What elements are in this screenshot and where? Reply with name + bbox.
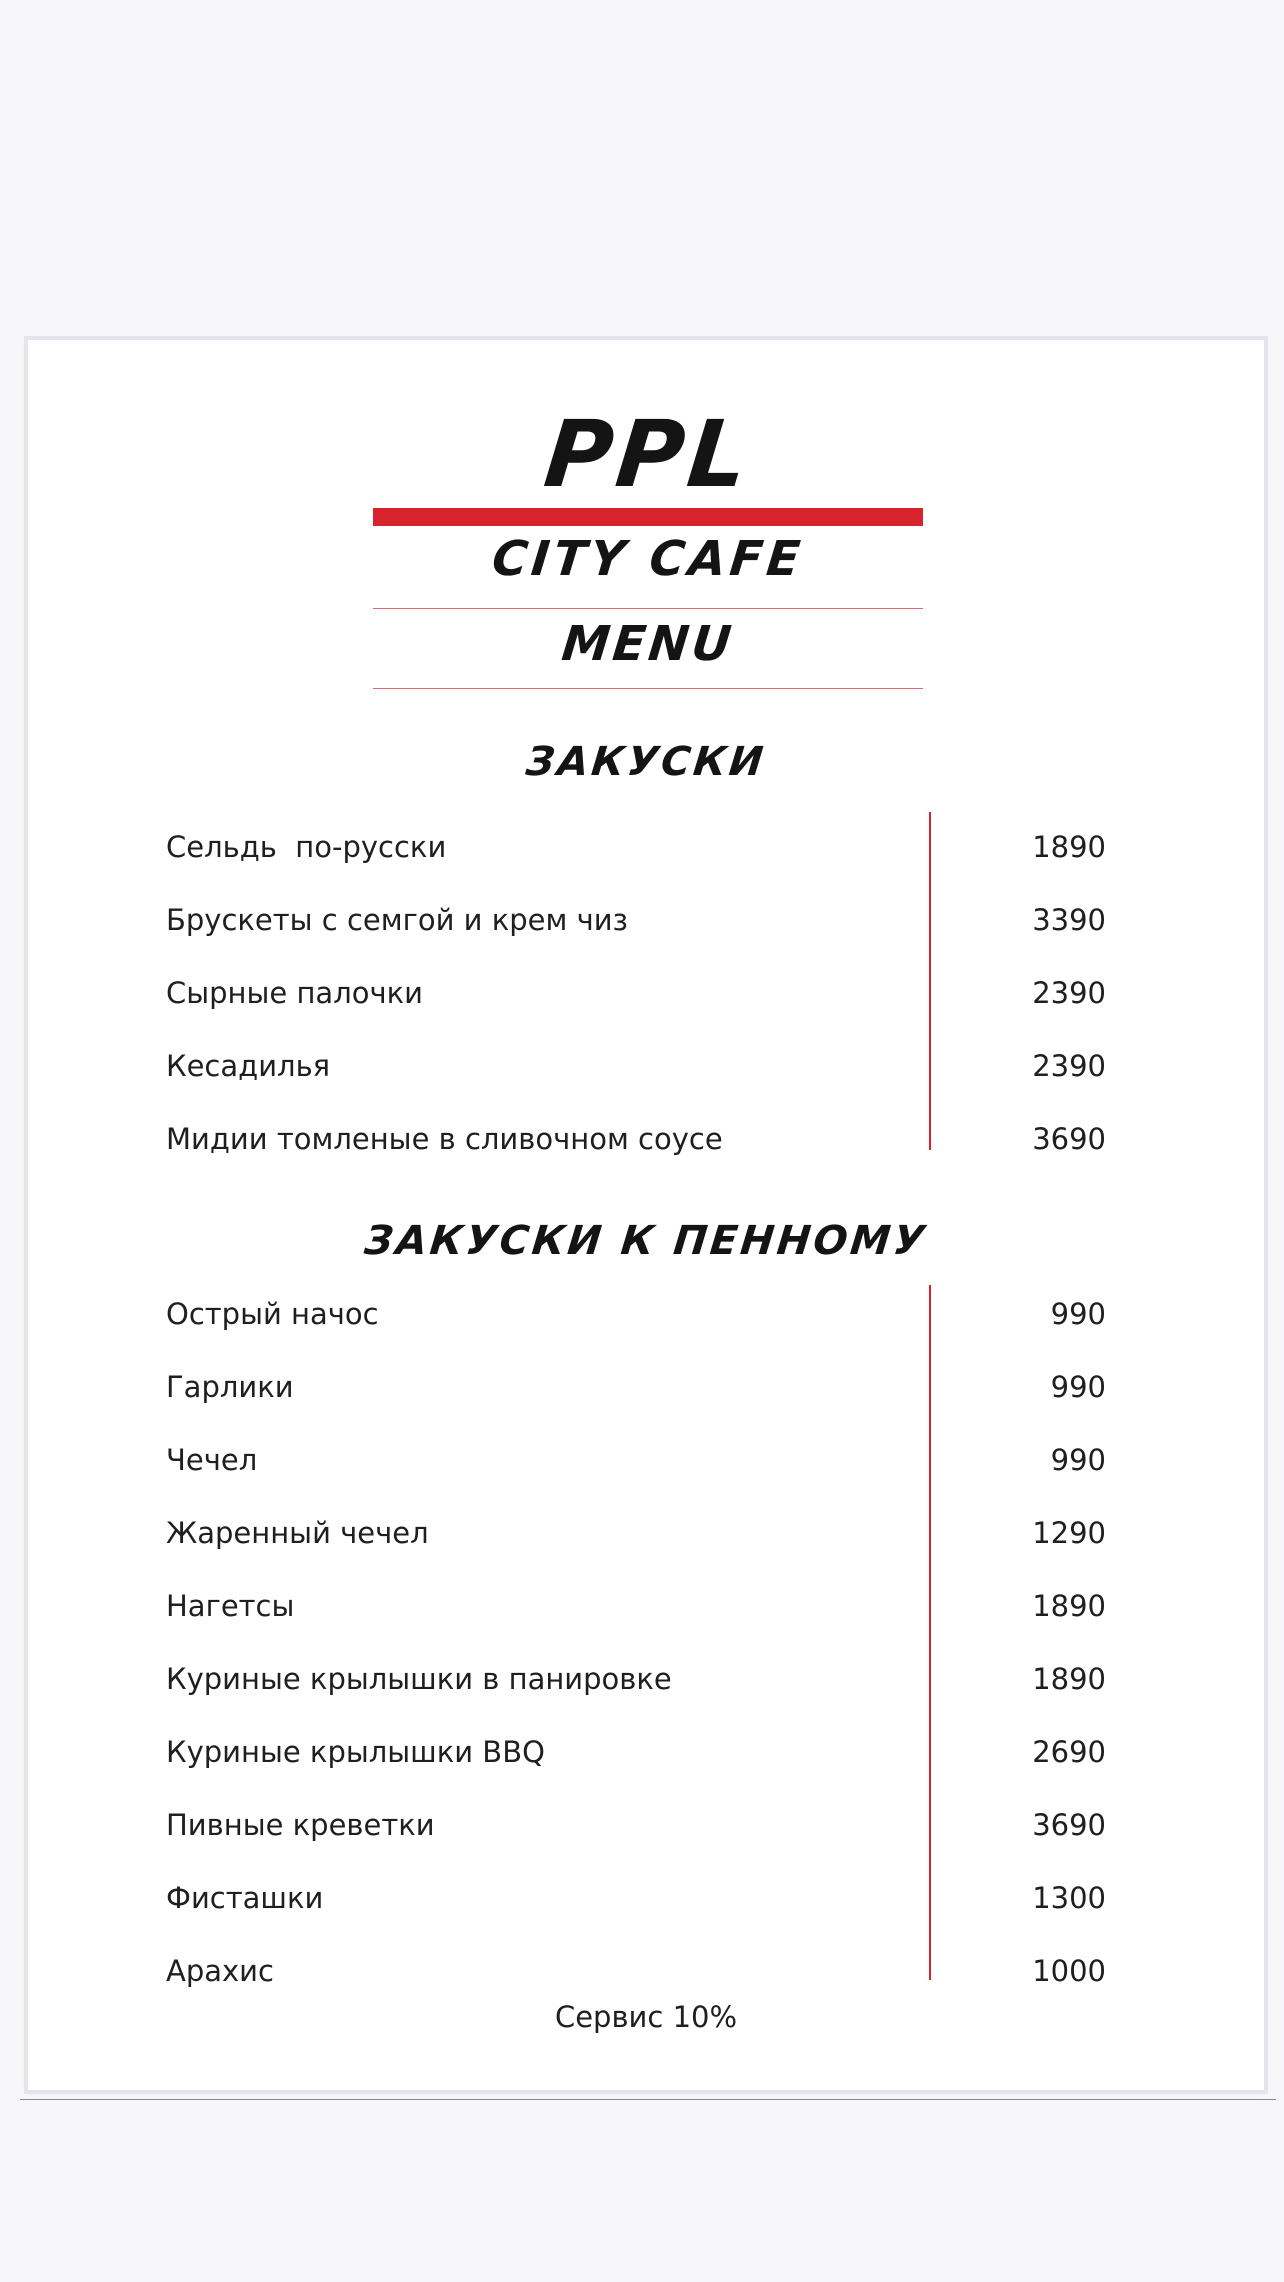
list-item [166,1362,1106,1435]
section-snacks-list [166,822,1106,1187]
list-item [166,1508,1106,1581]
item-name: Куриные крылышки в панировке [166,1662,672,1696]
bottom-divider [20,2099,1276,2100]
item-name: Сырные палочки [166,976,423,1010]
list-item [166,1289,1106,1362]
red-title-bar [373,508,923,526]
list-item [166,1800,1106,1873]
list-item [166,1581,1106,1654]
list-item [166,822,1106,895]
item-price: 3690 [1032,1808,1106,1842]
section-title-snacks: ЗАКУСКИ [523,739,769,785]
item-price: 990 [1050,1443,1106,1477]
item-name: Сельдь по-русски [166,830,447,864]
item-price: 1890 [1032,1662,1106,1696]
item-name: Мидии томленые в сливочном соусе [166,1122,723,1156]
item-price: 2690 [1032,1735,1106,1769]
item-price: 1290 [1032,1516,1106,1550]
item-price: 2390 [1032,1049,1106,1083]
item-price: 1890 [1032,830,1106,864]
item-name: Куриные крылышки BBQ [166,1735,545,1769]
list-item [166,1435,1106,1508]
item-name: Фисташки [166,1881,324,1915]
item-name: Нагетсы [166,1589,295,1623]
item-name: Кесадилья [166,1049,331,1083]
menu-page [28,340,1264,2090]
list-item [166,1873,1106,1946]
item-name: Пивные креветки [166,1808,435,1842]
item-price: 1890 [1032,1589,1106,1623]
item-price: 990 [1050,1297,1106,1331]
section-title-beer-snacks: ЗАКУСКИ К ПЕННОМУ [362,1218,930,1264]
cafe-title: PPL [539,401,757,508]
item-name: Гарлики [166,1370,294,1404]
item-price: 3690 [1032,1122,1106,1156]
list-item [166,1114,1106,1187]
list-item [166,895,1106,968]
list-item [166,1727,1106,1800]
item-price: 990 [1050,1370,1106,1404]
list-item [166,1041,1106,1114]
item-name: Жаренный чечел [166,1516,429,1550]
item-name: Острый начос [166,1297,379,1331]
divider-line [373,688,923,689]
item-price: 1300 [1032,1881,1106,1915]
item-price: 3390 [1032,903,1106,937]
item-name: Брускеты с семгой и крем чиз [166,903,628,937]
menu-heading: MENU [559,616,737,672]
cafe-subtitle: CITY CAFE [489,531,807,587]
item-name: Арахис [166,1954,274,1988]
item-name: Чечел [166,1443,258,1477]
list-item [166,1654,1106,1727]
list-item [166,968,1106,1041]
service-charge-note: Сервис 10% [554,2000,738,2034]
divider-line [373,608,923,609]
item-price: 1000 [1032,1954,1106,1988]
section-beer-snacks-list [166,1289,1106,2019]
item-price: 2390 [1032,976,1106,1010]
